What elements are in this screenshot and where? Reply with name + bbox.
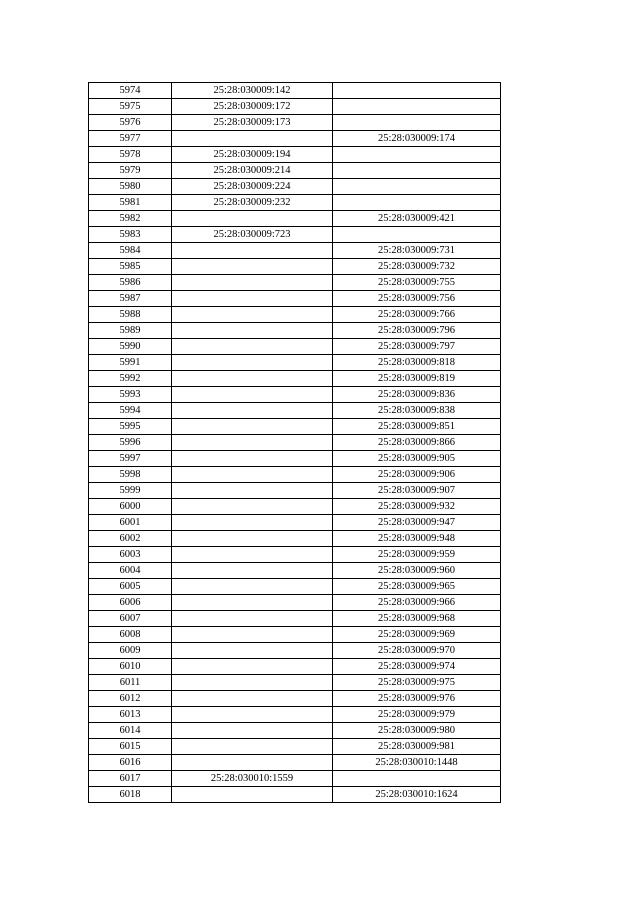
table-row: [89, 515, 501, 531]
cadastral-number-cell-a: [172, 387, 333, 403]
table-row: [89, 787, 501, 803]
row-number-cell: 5974: [89, 83, 172, 99]
cadastral-number-cell-a: 25:28:030009:172: [172, 99, 333, 115]
table-row: [89, 243, 501, 259]
cadastral-number-cell-b: 25:28:030009:731: [333, 243, 501, 259]
table-row: [89, 595, 501, 611]
cadastral-number-cell-a: [172, 275, 333, 291]
row-number-cell: 5990: [89, 339, 172, 355]
row-number-cell: 5997: [89, 451, 172, 467]
cadastral-number-cell-a: [172, 243, 333, 259]
cadastral-number-cell-a: [172, 499, 333, 515]
cadastral-number-cell-b: 25:28:030009:970: [333, 643, 501, 659]
cadastral-number-cell-a: [172, 515, 333, 531]
cadastral-number-cell-b: 25:28:030009:836: [333, 387, 501, 403]
table-row: [89, 307, 501, 323]
table-row: [89, 195, 501, 211]
cadastral-number-cell-b: 25:28:030009:851: [333, 419, 501, 435]
table-row: [89, 691, 501, 707]
row-number-cell: 5987: [89, 291, 172, 307]
cadastral-number-cell-a: [172, 723, 333, 739]
cadastral-number-cell-a: [172, 787, 333, 803]
table-row: [89, 707, 501, 723]
table-row: [89, 371, 501, 387]
cadastral-number-cell-a: [172, 547, 333, 563]
cadastral-number-cell-b: 25:28:030009:905: [333, 451, 501, 467]
cadastral-number-cell-a: [172, 403, 333, 419]
cadastral-number-cell-b: [333, 99, 501, 115]
cadastral-number-cell-b: 25:28:030009:819: [333, 371, 501, 387]
table-row: [89, 323, 501, 339]
table-row: [89, 179, 501, 195]
row-number-cell: 6012: [89, 691, 172, 707]
cadastral-number-cell-a: [172, 691, 333, 707]
cadastral-number-cell-a: [172, 755, 333, 771]
cadastral-number-cell-a: [172, 483, 333, 499]
row-number-cell: 6011: [89, 675, 172, 691]
table-row: [89, 547, 501, 563]
row-number-cell: 5994: [89, 403, 172, 419]
cadastral-number-cell-a: [172, 259, 333, 275]
row-number-cell: 5984: [89, 243, 172, 259]
cadastral-number-cell-a: 25:28:030010:1559: [172, 771, 333, 787]
table-row: [89, 675, 501, 691]
cadastral-number-cell-a: [172, 339, 333, 355]
table-row: [89, 147, 501, 163]
cadastral-number-cell-b: 25:28:030009:948: [333, 531, 501, 547]
cadastral-number-cell-a: 25:28:030009:214: [172, 163, 333, 179]
cadastral-number-cell-b: 25:28:030009:974: [333, 659, 501, 675]
cadastral-number-cell-b: 25:28:030009:960: [333, 563, 501, 579]
table-row: [89, 131, 501, 147]
row-number-cell: 5978: [89, 147, 172, 163]
table-row: [89, 339, 501, 355]
table-row: [89, 739, 501, 755]
cadastral-number-cell-b: 25:28:030009:755: [333, 275, 501, 291]
row-number-cell: 6005: [89, 579, 172, 595]
cadastral-number-cell-b: 25:28:030009:975: [333, 675, 501, 691]
row-number-cell: 5975: [89, 99, 172, 115]
row-number-cell: 5980: [89, 179, 172, 195]
row-number-cell: 5996: [89, 435, 172, 451]
row-number-cell: 5983: [89, 227, 172, 243]
table-row: [89, 83, 501, 99]
cadastral-number-cell-a: 25:28:030009:232: [172, 195, 333, 211]
row-number-cell: 5999: [89, 483, 172, 499]
row-number-cell: 6017: [89, 771, 172, 787]
table-row: [89, 99, 501, 115]
table-row: [89, 291, 501, 307]
cadastral-number-cell-a: [172, 739, 333, 755]
cadastral-number-cell-b: 25:28:030009:965: [333, 579, 501, 595]
cadastral-number-cell-b: 25:28:030009:866: [333, 435, 501, 451]
row-number-cell: 5992: [89, 371, 172, 387]
row-number-cell: 6008: [89, 627, 172, 643]
row-number-cell: 6014: [89, 723, 172, 739]
row-number-cell: 6018: [89, 787, 172, 803]
cadastral-number-cell-a: [172, 371, 333, 387]
cadastral-number-cell-b: 25:28:030009:756: [333, 291, 501, 307]
table-row: [89, 419, 501, 435]
cadastral-number-cell-a: 25:28:030009:194: [172, 147, 333, 163]
cadastral-number-cell-a: 25:28:030009:224: [172, 179, 333, 195]
cadastral-number-cell-a: [172, 643, 333, 659]
cadastral-number-cell-b: [333, 163, 501, 179]
cadastral-number-cell-a: [172, 467, 333, 483]
cadastral-number-cell-a: [172, 707, 333, 723]
row-number-cell: 5993: [89, 387, 172, 403]
table-row: [89, 259, 501, 275]
row-number-cell: 6006: [89, 595, 172, 611]
cadastral-number-cell-b: 25:28:030009:838: [333, 403, 501, 419]
cadastral-number-cell-a: [172, 323, 333, 339]
table-row: [89, 659, 501, 675]
table-row: [89, 723, 501, 739]
cadastral-number-cell-b: 25:28:030009:907: [333, 483, 501, 499]
row-number-cell: 5988: [89, 307, 172, 323]
row-number-cell: 6015: [89, 739, 172, 755]
row-number-cell: 5982: [89, 211, 172, 227]
cadastral-number-cell-b: [333, 195, 501, 211]
cadastral-number-cell-b: 25:28:030009:981: [333, 739, 501, 755]
cadastral-number-cell-b: 25:28:030009:174: [333, 131, 501, 147]
row-number-cell: 6001: [89, 515, 172, 531]
cadastral-number-cell-b: [333, 771, 501, 787]
table-row: [89, 115, 501, 131]
cadastral-number-cell-b: [333, 227, 501, 243]
table-row: [89, 163, 501, 179]
cadastral-number-cell-a: [172, 451, 333, 467]
row-number-cell: 6013: [89, 707, 172, 723]
cadastral-number-cell-a: [172, 211, 333, 227]
cadastral-number-cell-b: 25:28:030009:980: [333, 723, 501, 739]
table-row: [89, 611, 501, 627]
table-row: [89, 643, 501, 659]
cadastral-number-cell-b: 25:28:030009:968: [333, 611, 501, 627]
table-row: [89, 355, 501, 371]
cadastral-number-cell-b: [333, 179, 501, 195]
cadastral-number-cell-b: 25:28:030009:947: [333, 515, 501, 531]
table-row: [89, 451, 501, 467]
cadastral-number-cell-a: [172, 675, 333, 691]
cadastral-number-cell-b: 25:28:030009:766: [333, 307, 501, 323]
cadastral-number-cell-a: [172, 419, 333, 435]
cadastral-number-cell-b: 25:28:030009:796: [333, 323, 501, 339]
row-number-cell: 5986: [89, 275, 172, 291]
cadastral-number-cell-a: 25:28:030009:142: [172, 83, 333, 99]
cadastral-number-cell-a: [172, 131, 333, 147]
cadastral-number-cell-a: [172, 291, 333, 307]
row-number-cell: 5979: [89, 163, 172, 179]
cadastral-number-cell-b: 25:28:030010:1624: [333, 787, 501, 803]
row-number-cell: 6004: [89, 563, 172, 579]
row-number-cell: 5981: [89, 195, 172, 211]
table-row: [89, 627, 501, 643]
cadastral-number-cell-a: [172, 659, 333, 675]
table-row: [89, 771, 501, 787]
cadastral-number-cell-b: [333, 83, 501, 99]
table-row: [89, 467, 501, 483]
table-row: [89, 435, 501, 451]
row-number-cell: 6003: [89, 547, 172, 563]
row-number-cell: 6000: [89, 499, 172, 515]
cadastral-number-cell-a: [172, 563, 333, 579]
table-row: [89, 531, 501, 547]
table-row: [89, 227, 501, 243]
table-body: [89, 83, 501, 803]
cadastral-number-cell-b: 25:28:030009:932: [333, 499, 501, 515]
table-row: [89, 563, 501, 579]
cadastral-number-cell-b: 25:28:030009:818: [333, 355, 501, 371]
row-number-cell: 6009: [89, 643, 172, 659]
row-number-cell: 6016: [89, 755, 172, 771]
cadastral-number-cell-a: 25:28:030009:723: [172, 227, 333, 243]
cadastral-number-cell-a: [172, 627, 333, 643]
table-row: [89, 211, 501, 227]
cadastral-number-cell-b: 25:28:030009:969: [333, 627, 501, 643]
cadastral-number-cell-b: 25:28:030009:976: [333, 691, 501, 707]
cadastral-number-cell-b: [333, 147, 501, 163]
cadastral-number-cell-a: [172, 355, 333, 371]
cadastral-number-table: [88, 82, 501, 803]
table-row: [89, 275, 501, 291]
cadastral-number-cell-b: 25:28:030009:979: [333, 707, 501, 723]
row-number-cell: 5991: [89, 355, 172, 371]
cadastral-number-cell-a: [172, 531, 333, 547]
table-row: [89, 403, 501, 419]
cadastral-number-cell-b: 25:28:030009:959: [333, 547, 501, 563]
row-number-cell: 6002: [89, 531, 172, 547]
cadastral-number-cell-a: [172, 595, 333, 611]
row-number-cell: 5977: [89, 131, 172, 147]
cadastral-number-cell-b: 25:28:030009:906: [333, 467, 501, 483]
table-row: [89, 483, 501, 499]
row-number-cell: 5995: [89, 419, 172, 435]
table-row: [89, 387, 501, 403]
cadastral-number-cell-b: 25:28:030009:966: [333, 595, 501, 611]
row-number-cell: 6007: [89, 611, 172, 627]
row-number-cell: 5989: [89, 323, 172, 339]
cadastral-number-cell-b: 25:28:030009:732: [333, 259, 501, 275]
cadastral-number-cell-b: 25:28:030010:1448: [333, 755, 501, 771]
cadastral-number-cell-b: 25:28:030009:797: [333, 339, 501, 355]
cadastral-number-cell-b: 25:28:030009:421: [333, 211, 501, 227]
cadastral-number-cell-a: [172, 307, 333, 323]
cadastral-number-cell-a: [172, 611, 333, 627]
cadastral-number-cell-a: 25:28:030009:173: [172, 115, 333, 131]
row-number-cell: 5998: [89, 467, 172, 483]
table-row: [89, 755, 501, 771]
row-number-cell: 5976: [89, 115, 172, 131]
table-row: [89, 579, 501, 595]
row-number-cell: 5985: [89, 259, 172, 275]
cadastral-number-cell-a: [172, 435, 333, 451]
row-number-cell: 6010: [89, 659, 172, 675]
table-row: [89, 499, 501, 515]
cadastral-number-cell-a: [172, 579, 333, 595]
cadastral-number-cell-b: [333, 115, 501, 131]
